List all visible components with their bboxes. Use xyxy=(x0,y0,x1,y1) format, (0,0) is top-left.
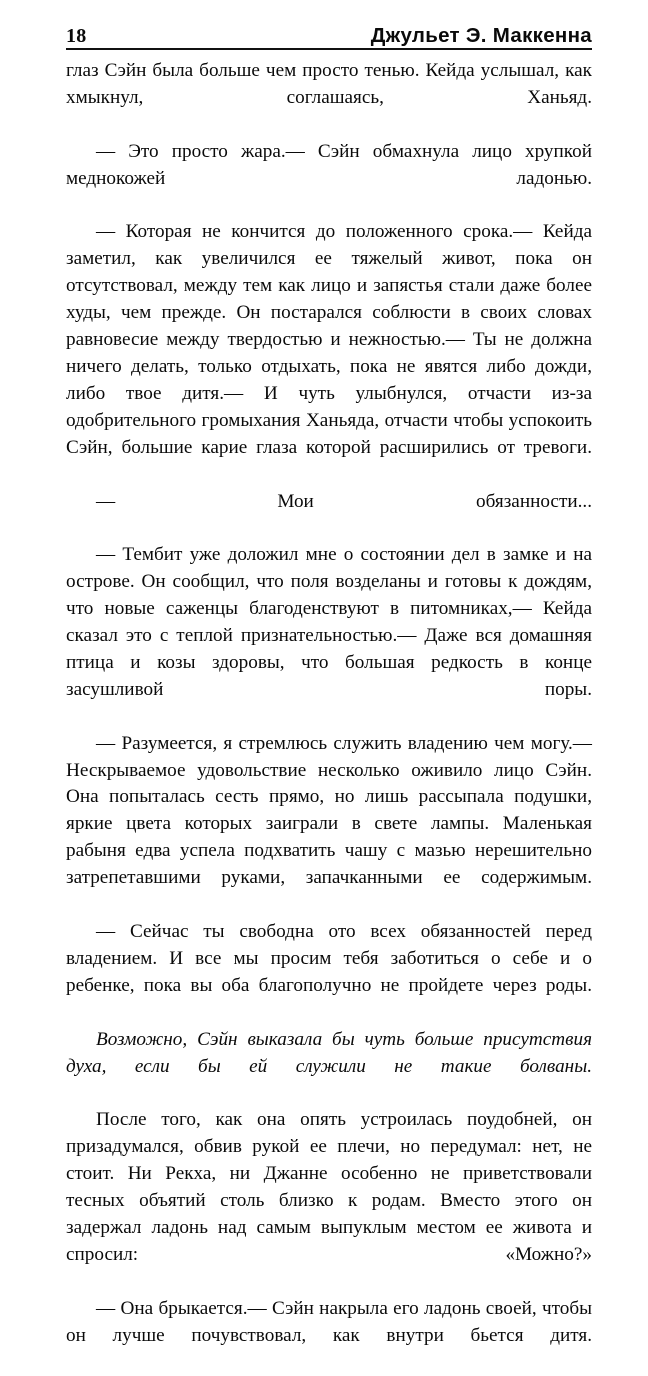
paragraph: — Разумеется, я стремлюсь служить владению чем могу.— Нескрываемое удовольствие несколько оживило лицо Сэйн. Она попыталась сесть прямо, но лишь рассыпала подушки, яркие цвета которых заиграли в свете лампы. Маленькая рабыня едва успела подхватить чашу с мазью нерешительно затрепетавшими руками, запачканными ее содержимым. xyxy=(66,732,592,889)
paragraph: — Тембит уже доложил мне о состоянии дел в замке и на острове. Он сообщил, что поля возделаны и готовы к дождям, что новые саженцы благоденствуют в питомниках,— Кейда сказал это с теплой признательностью.— Даже вся домашняя птица и козы здоровы, что большая редкость в конце засушливой поры. xyxy=(66,544,592,700)
paragraph: глаз Сэйн была больше чем просто тенью. Кейда услышал, как хмыкнул, соглашаясь, Ханьяд. xyxy=(66,60,592,108)
paragraph: После того, как она опять устроилась поудобней, он призадумался, обвив рукой ее плечи, но передумал: нет, не стоит. Ни Рекха, ни Джанне особенно не приветствовали тесных объятий столь близко к родам. Вместо этого он задержал ладонь над самым выпуклым местом ее живота и спросил: «Можно?» xyxy=(66,1109,592,1265)
paragraph: — Сейчас ты свободна ото всех обязанностей перед владением. И все мы просим тебя заботиться о себе и о ребенке, пока вы оба благополучно не пройдете через роды. xyxy=(66,921,592,996)
paragraph: — Мои обязанности... xyxy=(96,490,592,512)
body-text-column xyxy=(66,58,592,1376)
running-head xyxy=(66,16,592,50)
paragraph: — Она брыкается.— Сэйн накрыла его ладонь своей, чтобы он лучше почувствовал, как внутри бьется дитя. xyxy=(66,1297,592,1346)
paragraph: — Это просто жара.— Сэйн обмахнула лицо хрупкой меднокожей ладонью. xyxy=(66,140,592,189)
author-name: Джульет Э. Маккенна xyxy=(370,23,592,47)
paragraph: Возможно, Сэйн выказала бы чуть больше присутствия духа, если бы ей служили не такие болваны. xyxy=(66,1028,592,1077)
page-number: 18 xyxy=(66,25,87,47)
paragraph: — Которая не кончится до положенного срока.— Кейда заметил, как увеличился ее тяжелый живот, пока он отсутствовал, между тем как лицо и запястья стали даже более худы, чем прежде. Он постарался соблюсти в своих словах равновесие между твердостью и нежностью.— Ты не должна ничего делать, только отдыхать, пока не явятся либо дожди, либо твое дитя.— И чуть улыбнулся, отчасти из-за одобрительного громыхания Ханьяда, отчасти чтобы успокоить Сэйн, большие карие глаза которой расширились от тревоги. xyxy=(66,221,592,458)
